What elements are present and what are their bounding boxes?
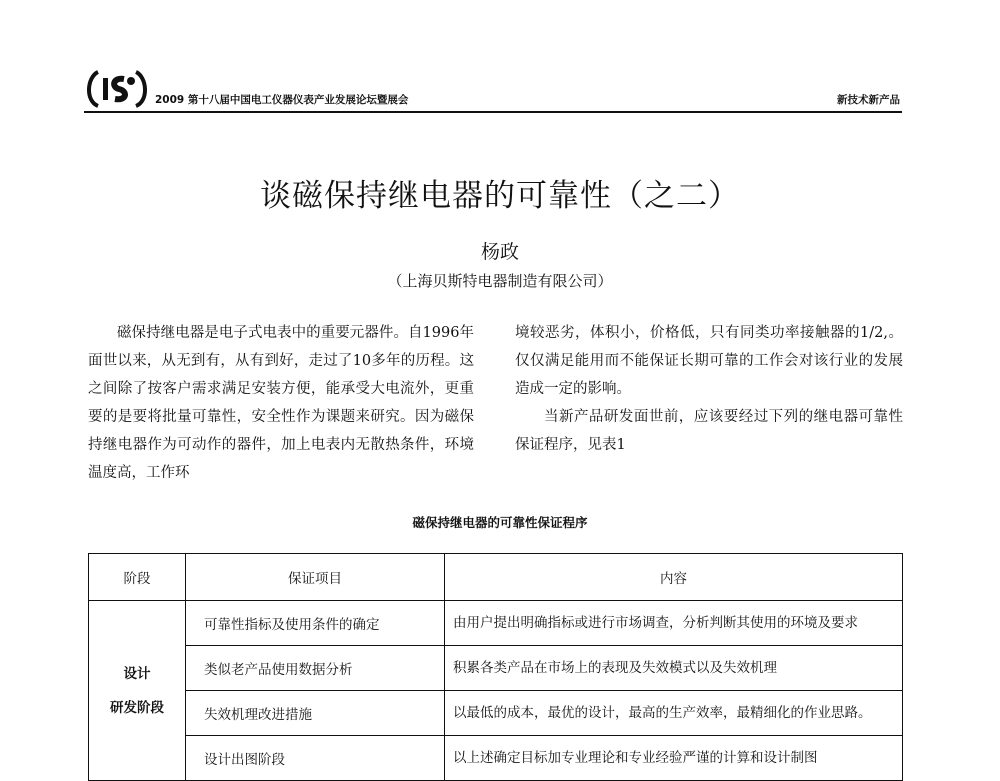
- section-label: 新技术新产品: [837, 94, 900, 106]
- reliability-table: [88, 553, 903, 781]
- stage-label-line2: 研发阶段: [110, 699, 164, 716]
- header-item: 保证项目: [186, 554, 445, 601]
- stage-label-line1: 设计: [123, 665, 151, 682]
- body-column-left: [88, 319, 474, 487]
- table-caption: 磁保持继电器的可靠性保证程序: [412, 515, 588, 530]
- header-content: 内容: [445, 554, 903, 601]
- author-name: 杨政: [480, 241, 519, 263]
- body-paragraph: 磁保持继电器是电子式电表中的重要元器件。自1996年面世以来，从无到有，从有到好，走过了10多年的历程。这之间除了按客户需求满足安装方便，能承受大电流外，更重要的是要将批量可靠性，安全性作为课题来研究。因为磁保持继电器作为可动作的器件，加上电表内无散热条件，环境温度高，工作环: [88, 325, 474, 481]
- stage-cell: [89, 601, 186, 781]
- table-row: [89, 736, 903, 781]
- body-paragraph: 当新产品研发面世前，应该要经过下列的继电器可靠性保证程序，见表1: [515, 409, 903, 453]
- table-cell-item: 可靠性指标及使用条件的确定: [186, 601, 445, 646]
- table-row: [89, 646, 903, 691]
- table-row: [89, 691, 903, 736]
- table-cell-item: 设计出图阶段: [186, 736, 445, 781]
- table-cell-content: 以上述确定目标加专业理论和专业经验严谨的计算和设计制图: [445, 736, 903, 781]
- article-title: 谈磁保持继电器的可靠性（之二）: [260, 178, 740, 214]
- table-cell-content: 由用户提出明确指标或进行市场调查，分析判断其使用的环境及要求: [445, 601, 903, 646]
- table-cell-item: 失效机理改进措施: [186, 691, 445, 736]
- table-cell-content: 积累各类产品在市场上的表现及失效模式以及失效机理: [445, 646, 903, 691]
- table-cell-item: 类似老产品使用数据分析: [186, 646, 445, 691]
- table-row: [89, 601, 903, 646]
- header-divider: [84, 111, 902, 113]
- body-paragraph: 境较恶劣，体积小，价格低，只有同类功率接触器的1/2,。仅仅满足能用而不能保证长期可靠的工作会对该行业的发展造成一定的影响。: [515, 325, 903, 397]
- publisher-logo: [84, 68, 150, 110]
- header-stage: 阶段: [89, 554, 186, 601]
- table-header-row: [89, 554, 903, 601]
- conference-name: 2009 第十八届中国电工仪器仪表产业发展论坛暨展会: [155, 94, 409, 106]
- table-cell-content: 以最低的成本，最优的设计，最高的生产效率，最精细化的作业思路。: [445, 691, 903, 736]
- author-affiliation: （上海贝斯特电器制造有限公司）: [387, 272, 613, 290]
- body-column-right: [515, 319, 903, 459]
